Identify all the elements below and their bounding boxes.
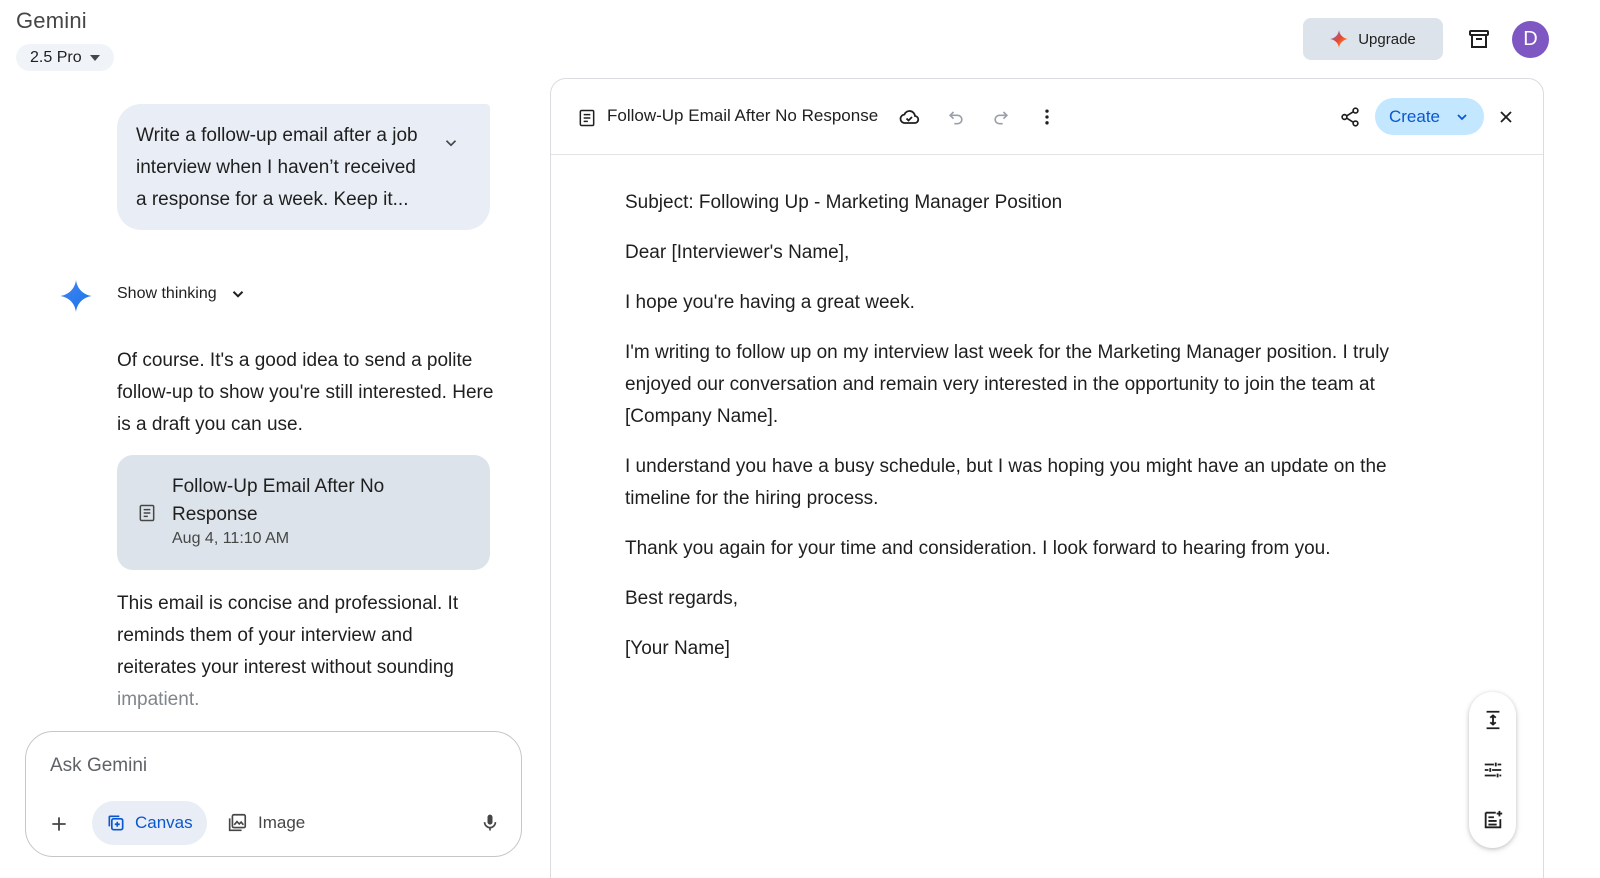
undo-icon bbox=[946, 107, 966, 127]
email-paragraph: I'm writing to follow up on my interview last week for the Marketing Manager position. I truly enjoyed our conversation and remain very interested in the opportunity to join the team at [Company Name]. bbox=[625, 342, 1389, 427]
document-icon bbox=[577, 108, 597, 128]
share-icon bbox=[1339, 106, 1361, 128]
tune-icon bbox=[1482, 759, 1504, 781]
show-thinking-toggle[interactable] bbox=[117, 282, 247, 306]
canvas-panel bbox=[550, 78, 1544, 878]
prompt-input[interactable] bbox=[50, 752, 490, 780]
suggest-edits-button[interactable] bbox=[1481, 808, 1505, 832]
upgrade-button[interactable] bbox=[1303, 18, 1443, 60]
cloud-save-button[interactable] bbox=[897, 105, 921, 129]
caret-down-icon bbox=[90, 55, 100, 61]
share-button[interactable] bbox=[1338, 105, 1362, 129]
email-document[interactable] bbox=[625, 187, 1415, 683]
redo-icon bbox=[991, 107, 1011, 127]
adjust-tone-button[interactable] bbox=[1481, 758, 1505, 782]
add-note-icon bbox=[1482, 809, 1504, 831]
upgrade-label: Upgrade bbox=[1358, 30, 1416, 48]
show-thinking-label: Show thinking bbox=[117, 285, 217, 302]
more-options-button[interactable] bbox=[1035, 105, 1059, 129]
canvas-label: Canvas bbox=[135, 813, 193, 832]
document-card-date: Aug 4, 11:10 AM bbox=[172, 530, 290, 547]
email-paragraph: I hope you're having a great week. bbox=[625, 292, 915, 313]
response-outro-fade: impatient. bbox=[117, 689, 200, 710]
model-label: 2.5 Pro bbox=[30, 48, 82, 66]
expand-vertical-icon bbox=[1482, 709, 1504, 731]
archive-icon bbox=[1467, 27, 1491, 51]
undo-button[interactable] bbox=[944, 105, 968, 129]
prompt-input-box bbox=[25, 731, 522, 857]
add-button[interactable] bbox=[46, 811, 72, 837]
image-toggle[interactable] bbox=[220, 801, 311, 845]
create-button[interactable] bbox=[1375, 98, 1484, 135]
plus-icon bbox=[49, 814, 69, 834]
model-picker[interactable] bbox=[16, 44, 114, 71]
mic-icon bbox=[480, 812, 500, 834]
app-title: Gemini bbox=[16, 8, 87, 33]
more-vert-icon bbox=[1037, 107, 1057, 127]
avatar[interactable]: D bbox=[1512, 21, 1549, 58]
archive-button[interactable] bbox=[1462, 22, 1496, 56]
microphone-button[interactable] bbox=[478, 811, 502, 835]
create-label: Create bbox=[1388, 106, 1441, 126]
chevron-down-icon[interactable] bbox=[442, 134, 460, 152]
image-label: Image bbox=[258, 813, 306, 832]
email-signature: [Your Name] bbox=[625, 638, 730, 659]
response-outro bbox=[117, 588, 497, 716]
email-closing: Best regards, bbox=[625, 588, 738, 609]
email-greeting: Dear [Interviewer's Name], bbox=[625, 242, 850, 263]
gemini-sparkle-icon bbox=[60, 280, 92, 312]
email-paragraph: I understand you have a busy schedule, but I was hoping you might have an update on the timeline for the hiring process. bbox=[625, 456, 1387, 509]
canvas-toolbar bbox=[551, 79, 1543, 155]
email-subject: Subject: Following Up - Marketing Manager Position bbox=[625, 192, 1063, 213]
gemini-sparkle-icon bbox=[1330, 30, 1348, 48]
document-card[interactable] bbox=[117, 455, 490, 570]
user-prompt-text: Write a follow-up email after a job interview when I haven’t received a response for a week. Keep it... bbox=[136, 125, 418, 210]
response-outro-text: This email is concise and professional. It reminds them of your interview and reiterates your interest without sounding bbox=[117, 593, 459, 678]
email-paragraph: Thank you again for your time and consideration. I look forward to hearing from you. bbox=[625, 538, 1331, 559]
document-icon bbox=[137, 503, 157, 523]
cloud-icon bbox=[897, 105, 921, 129]
close-canvas-button[interactable] bbox=[1494, 105, 1518, 129]
redo-button[interactable] bbox=[989, 105, 1013, 129]
close-icon bbox=[1496, 107, 1516, 127]
chevron-down-icon bbox=[229, 285, 247, 303]
image-icon bbox=[226, 812, 248, 834]
chevron-down-icon bbox=[1454, 109, 1470, 125]
canvas-title: Follow-Up Email After No Response bbox=[607, 106, 879, 125]
response-intro: Of course. It's a good idea to send a polite follow-up to show you're still interested. Here is a draft you can use. bbox=[117, 350, 494, 435]
canvas-icon bbox=[106, 813, 126, 833]
floating-edit-toolbar bbox=[1469, 692, 1516, 848]
adjust-length-button[interactable] bbox=[1481, 708, 1505, 732]
user-prompt-bubble bbox=[117, 104, 490, 230]
document-card-title: Follow-Up Email After No Response bbox=[172, 476, 385, 525]
canvas-toggle[interactable] bbox=[92, 801, 207, 845]
